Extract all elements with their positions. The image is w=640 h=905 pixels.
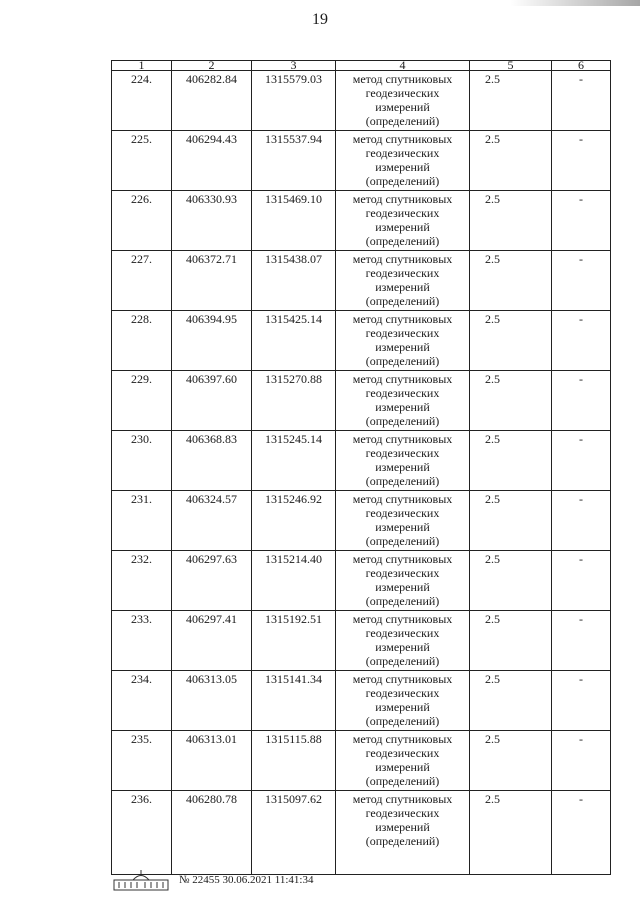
method-cell: метод спутниковых геодезических измерений (определений) [336, 251, 470, 311]
x-coordinate-cell: 406330.93 [172, 191, 252, 251]
y-coordinate-cell: 1315097.62 [252, 791, 336, 875]
method-cell: метод спутниковых геодезических измерений (определений) [336, 671, 470, 731]
precision-value: 2.5 [485, 252, 500, 266]
table-row [112, 611, 611, 671]
point-number-cell: 225. [112, 131, 172, 191]
x-coordinate-cell: 406313.05 [172, 671, 252, 731]
precision-cell [470, 791, 552, 875]
note-cell: - [552, 311, 611, 371]
x-coordinate-cell: 406280.78 [172, 791, 252, 875]
y-coordinate-cell: 1315245.14 [252, 431, 336, 491]
table-row [112, 311, 611, 371]
y-coordinate-cell: 1315425.14 [252, 311, 336, 371]
table-row [112, 551, 611, 611]
precision-value: 2.5 [485, 372, 500, 386]
precision-cell [470, 491, 552, 551]
note-cell: - [552, 131, 611, 191]
y-coordinate-cell: 1315192.51 [252, 611, 336, 671]
x-coordinate-cell: 406397.60 [172, 371, 252, 431]
method-cell: метод спутниковых геодезических измерений (определений) [336, 71, 470, 131]
precision-value: 2.5 [485, 312, 500, 326]
y-coordinate-cell: 1315579.03 [252, 71, 336, 131]
header-col-3: 3 [252, 61, 336, 71]
precision-cell [470, 191, 552, 251]
table-row [112, 431, 611, 491]
header-col-6: 6 [552, 61, 611, 71]
precision-cell [470, 611, 552, 671]
table-row [112, 671, 611, 731]
table-row [112, 491, 611, 551]
note-cell: - [552, 251, 611, 311]
point-number-cell: 230. [112, 431, 172, 491]
x-coordinate-cell: 406324.57 [172, 491, 252, 551]
method-cell: метод спутниковых геодезических измерений (определений) [336, 491, 470, 551]
stamp-label: № 22455 30.06.2021 11:41:34 [179, 874, 314, 886]
coordinates-table [111, 60, 611, 875]
note-cell: - [552, 191, 611, 251]
table-row [112, 71, 611, 131]
header-col-2: 2 [172, 61, 252, 71]
note-cell: - [552, 491, 611, 551]
precision-cell [470, 431, 552, 491]
precision-value: 2.5 [485, 432, 500, 446]
precision-cell [470, 371, 552, 431]
precision-value: 2.5 [485, 72, 500, 86]
building-seal-icon [113, 869, 169, 891]
point-number-cell: 226. [112, 191, 172, 251]
note-cell: - [552, 551, 611, 611]
x-coordinate-cell: 406297.41 [172, 611, 252, 671]
header-col-4: 4 [336, 61, 470, 71]
x-coordinate-cell: 406313.01 [172, 731, 252, 791]
precision-value: 2.5 [485, 792, 500, 806]
method-cell: метод спутниковых геодезических измерений (определений) [336, 191, 470, 251]
table-row [112, 791, 611, 875]
x-coordinate-cell: 406394.95 [172, 311, 252, 371]
header-col-1: 1 [112, 61, 172, 71]
note-cell: - [552, 431, 611, 491]
note-cell: - [552, 71, 611, 131]
y-coordinate-cell: 1315537.94 [252, 131, 336, 191]
header-col-5: 5 [470, 61, 552, 71]
precision-cell [470, 731, 552, 791]
point-number-cell: 229. [112, 371, 172, 431]
y-coordinate-cell: 1315214.40 [252, 551, 336, 611]
table-header-row [112, 61, 611, 71]
point-number-cell: 231. [112, 491, 172, 551]
point-number-cell: 227. [112, 251, 172, 311]
precision-value: 2.5 [485, 132, 500, 146]
x-coordinate-cell: 406372.71 [172, 251, 252, 311]
note-cell: - [552, 371, 611, 431]
method-cell: метод спутниковых геодезических измерений (определений) [336, 131, 470, 191]
point-number-cell: 233. [112, 611, 172, 671]
x-coordinate-cell: 406282.84 [172, 71, 252, 131]
precision-value: 2.5 [485, 612, 500, 626]
y-coordinate-cell: 1315469.10 [252, 191, 336, 251]
table-row [112, 191, 611, 251]
y-coordinate-cell: 1315115.88 [252, 731, 336, 791]
point-number-cell: 224. [112, 71, 172, 131]
method-cell: метод спутниковых геодезических измерений (определений) [336, 731, 470, 791]
point-number-cell: 234. [112, 671, 172, 731]
x-coordinate-cell: 406297.63 [172, 551, 252, 611]
method-cell: метод спутниковых геодезических измерений (определений) [336, 371, 470, 431]
precision-value: 2.5 [485, 552, 500, 566]
y-coordinate-cell: 1315270.88 [252, 371, 336, 431]
method-cell: метод спутниковых геодезических измерений (определений) [336, 311, 470, 371]
precision-cell [470, 311, 552, 371]
precision-value: 2.5 [485, 732, 500, 746]
point-number-cell: 235. [112, 731, 172, 791]
table-row [112, 731, 611, 791]
note-cell: - [552, 611, 611, 671]
x-coordinate-cell: 406368.83 [172, 431, 252, 491]
precision-value: 2.5 [485, 192, 500, 206]
note-cell: - [552, 731, 611, 791]
precision-cell [470, 671, 552, 731]
precision-cell [470, 551, 552, 611]
method-cell: метод спутниковых геодезических измерений (определений) [336, 551, 470, 611]
point-number-cell: 228. [112, 311, 172, 371]
table-row [112, 371, 611, 431]
note-cell: - [552, 671, 611, 731]
point-number-cell: 232. [112, 551, 172, 611]
note-cell: - [552, 791, 611, 875]
y-coordinate-cell: 1315141.34 [252, 671, 336, 731]
precision-cell [470, 71, 552, 131]
precision-value: 2.5 [485, 672, 500, 686]
x-coordinate-cell: 406294.43 [172, 131, 252, 191]
scan-edge-mark [510, 0, 640, 6]
method-cell: метод спутниковых геодезических измерений (определений) [336, 611, 470, 671]
table-row [112, 251, 611, 311]
point-number-cell: 236. [112, 791, 172, 875]
y-coordinate-cell: 1315438.07 [252, 251, 336, 311]
page-number: 19 [312, 11, 328, 28]
precision-value: 2.5 [485, 492, 500, 506]
method-cell: метод спутниковых геодезических измерений (определений) [336, 431, 470, 491]
method-cell: метод спутниковых геодезических измерений (определений) [336, 791, 470, 875]
y-coordinate-cell: 1315246.92 [252, 491, 336, 551]
table-row [112, 131, 611, 191]
precision-cell [470, 251, 552, 311]
precision-cell [470, 131, 552, 191]
document-stamp [113, 868, 313, 892]
